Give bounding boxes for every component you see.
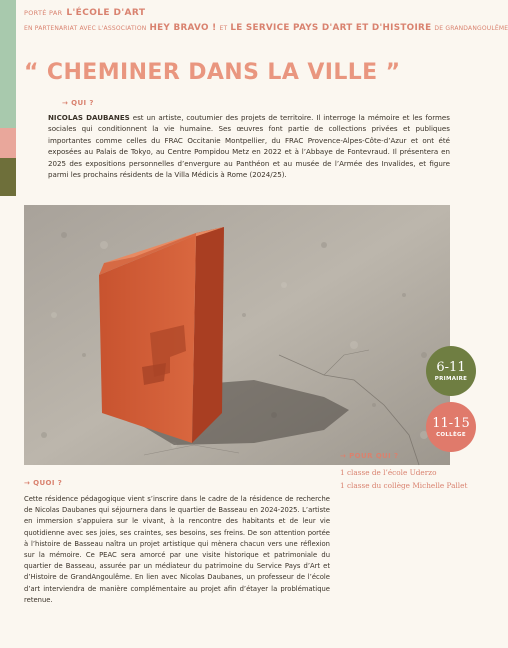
side-band-green — [0, 0, 16, 128]
page-title: “ CHEMINER DANS LA VILLE ” — [24, 60, 401, 85]
porte-par-name: L'ÉCOLE D'ART — [66, 8, 146, 18]
badge-college-level: COLLÈGE — [436, 431, 466, 438]
service-suffix: DE GRANDANGOULÊME — [434, 25, 508, 32]
badge-primaire-number: 6-11 — [436, 359, 466, 375]
pour-qui-list — [340, 467, 467, 493]
badge-primaire-level: PRIMAIRE — [434, 375, 468, 382]
badge-college-number: 11-15 — [432, 415, 470, 431]
header-line-porte-par — [24, 8, 484, 18]
brick-sculpture-photo — [24, 205, 450, 465]
qui-text: est un artiste, coutumier des projets de territoire. Il interroge la mémoire et les formes sociales qui conditionnent la vie humaine. Ses œuvres font partie de collections privées et publiques importantes comme celles du FRAC Occitanie Montpellier, du FRAC Provence-Alpes-Côte-d’Azur et ont été exposées au Palais de Tokyo, au Centre Pompidou Metz en 2022 et à l’Abbaye de Fontevraud. Il présentera en 2025 des expositions personnelles d’envergure au Panthéon et au musée de l’Armée des Invalides, et figure parmi les prochains résidents de la Villa Médicis à Rome (2024/25). — [48, 113, 450, 180]
porte-par-prefix: PORTÉ PAR — [24, 9, 63, 17]
age-badge-college — [426, 402, 476, 452]
service-name: LE SERVICE PAYS D'ART ET D'HISTOIRE — [230, 23, 432, 33]
header-credits — [24, 8, 508, 33]
partenariat-prefix: EN PARTENARIAT AVEC L'ASSOCIATION — [24, 25, 147, 32]
list-item: 1 classe de l’école Uderzo — [340, 468, 437, 477]
header-line-partenariat — [24, 23, 508, 33]
header-et: ET — [219, 25, 228, 32]
list-item: 1 classe du collège Michelle Pallet — [340, 480, 468, 490]
qui-paragraph — [48, 112, 450, 180]
qui-label: → QUI ? — [62, 99, 94, 107]
age-badge-primaire — [426, 346, 476, 396]
quoi-label: → QUOI ? — [24, 479, 63, 487]
quoi-paragraph: Cette résidence pédagogique vient s’inscrire dans le cadre de la résidence de recherche de Nicolas Daubanes qui séjournera dans le quartier de Basseau en 2024-2025. L’artiste en immersion s’appuiera sur le vivant, à la rencontre des habitants et de leur vie quotidienne avec ses joies, ses craintes, ses besoins, ses freins. De son attention portée à l’histoire de Basseau naîtra un projet artistique qui mènera chacun vers une réflexion sur la mémoire. Ce PEAC sera amorcé par une visite historique et patrimoniale du quartier de Basseau, assurée par un médiateur du patrimoine du Service Pays d’Art et d’Histoire de GrandAngoulême. En lien avec Nicolas Daubanes, un professeur de l’école d’art interviendra de manière complémentaire au projet afin d’étayer la problématique retenue. — [24, 495, 330, 604]
artist-name: NICOLAS DAUBANES — [48, 113, 130, 122]
side-band-pink — [0, 128, 16, 158]
pour-qui-label: → POUR QUI ? — [340, 452, 399, 460]
side-band-olive — [0, 158, 16, 196]
association-name: HEY BRAVO ! — [149, 23, 217, 33]
